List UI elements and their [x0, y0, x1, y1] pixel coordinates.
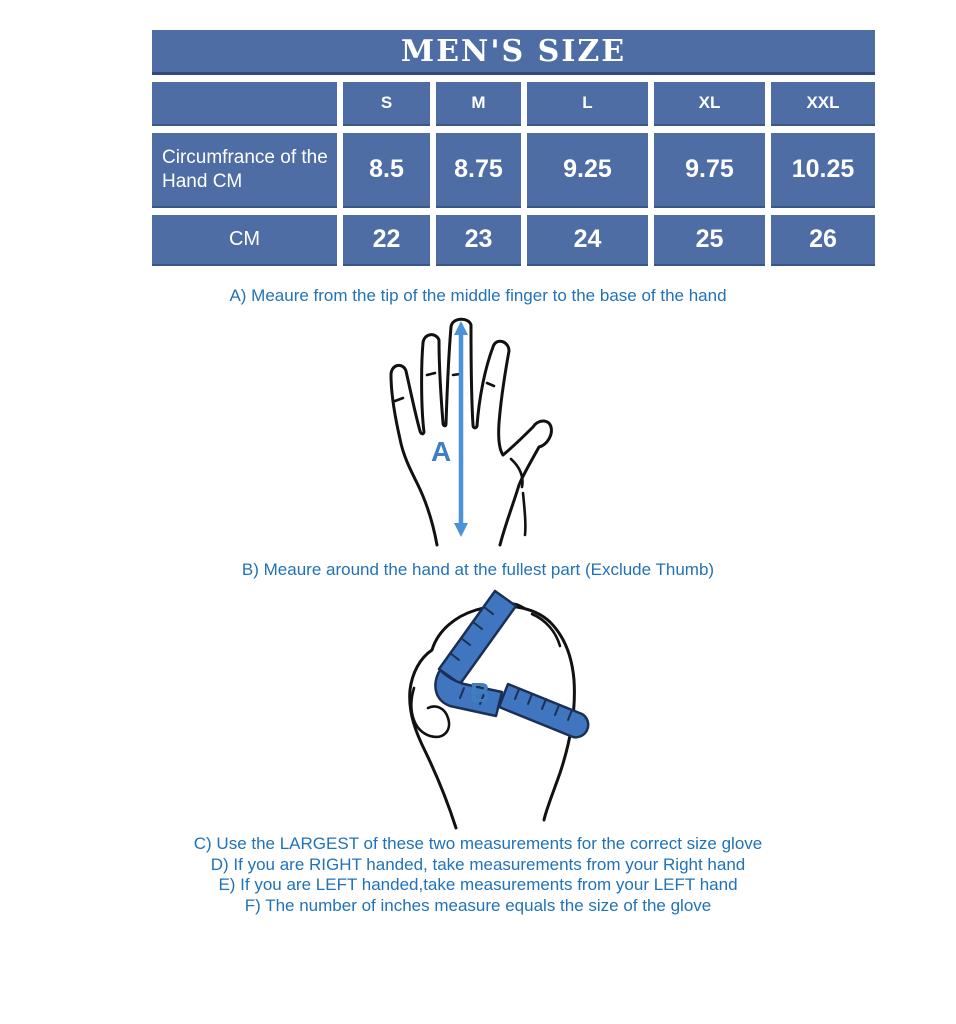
circumference-value-l: 9.25	[527, 133, 648, 208]
cm-value-s: 22	[343, 215, 430, 266]
size-header-xl: XL	[654, 82, 765, 126]
instruction-d: D) If you are RIGHT handed, take measurements from your Right hand	[210, 854, 746, 874]
cm-value-l: 24	[527, 215, 648, 266]
circumference-value-s: 8.5	[343, 133, 430, 208]
size-header-l: L	[527, 82, 648, 126]
cm-value-xl: 25	[654, 215, 765, 266]
row-label-circumference: Circumfrance of the Hand CM	[152, 133, 337, 208]
open-hand-icon	[391, 319, 551, 545]
fist-circumference-diagram	[398, 588, 588, 828]
label-a: A	[431, 436, 452, 467]
circumference-value-m: 8.75	[436, 133, 521, 208]
label-b: B	[470, 677, 491, 708]
size-header-s: S	[343, 82, 430, 126]
cm-value-xxl: 26	[771, 215, 875, 266]
circumference-value-xxl: 10.25	[771, 133, 875, 208]
instruction-b: B) Meaure around the hand at the fullest part (Exclude Thumb)	[241, 560, 715, 579]
instruction-e: E) If you are LEFT handed,take measurements from your LEFT hand	[218, 875, 738, 894]
instructions-c-f	[0, 834, 956, 916]
instruction-c: C) Use the LARGEST of these two measurements for the correct size glove	[193, 834, 763, 853]
mens-size-table	[152, 30, 875, 266]
corner-cell	[152, 82, 337, 126]
cm-value-m: 23	[436, 215, 521, 266]
palm-heel-line	[523, 493, 525, 535]
row-label-cm: CM	[152, 215, 337, 266]
size-header-xxl: XXL	[771, 82, 875, 126]
hand-length-diagram	[383, 313, 559, 545]
table-title: MEN'S SIZE	[152, 30, 875, 75]
instruction-f: F) The number of inches measure equals the size of the glove	[244, 895, 712, 915]
size-header-m: M	[436, 82, 521, 126]
circumference-value-xl: 9.75	[654, 133, 765, 208]
instruction-a: A) Meaure from the tip of the middle finger to the base of the hand	[229, 286, 727, 305]
